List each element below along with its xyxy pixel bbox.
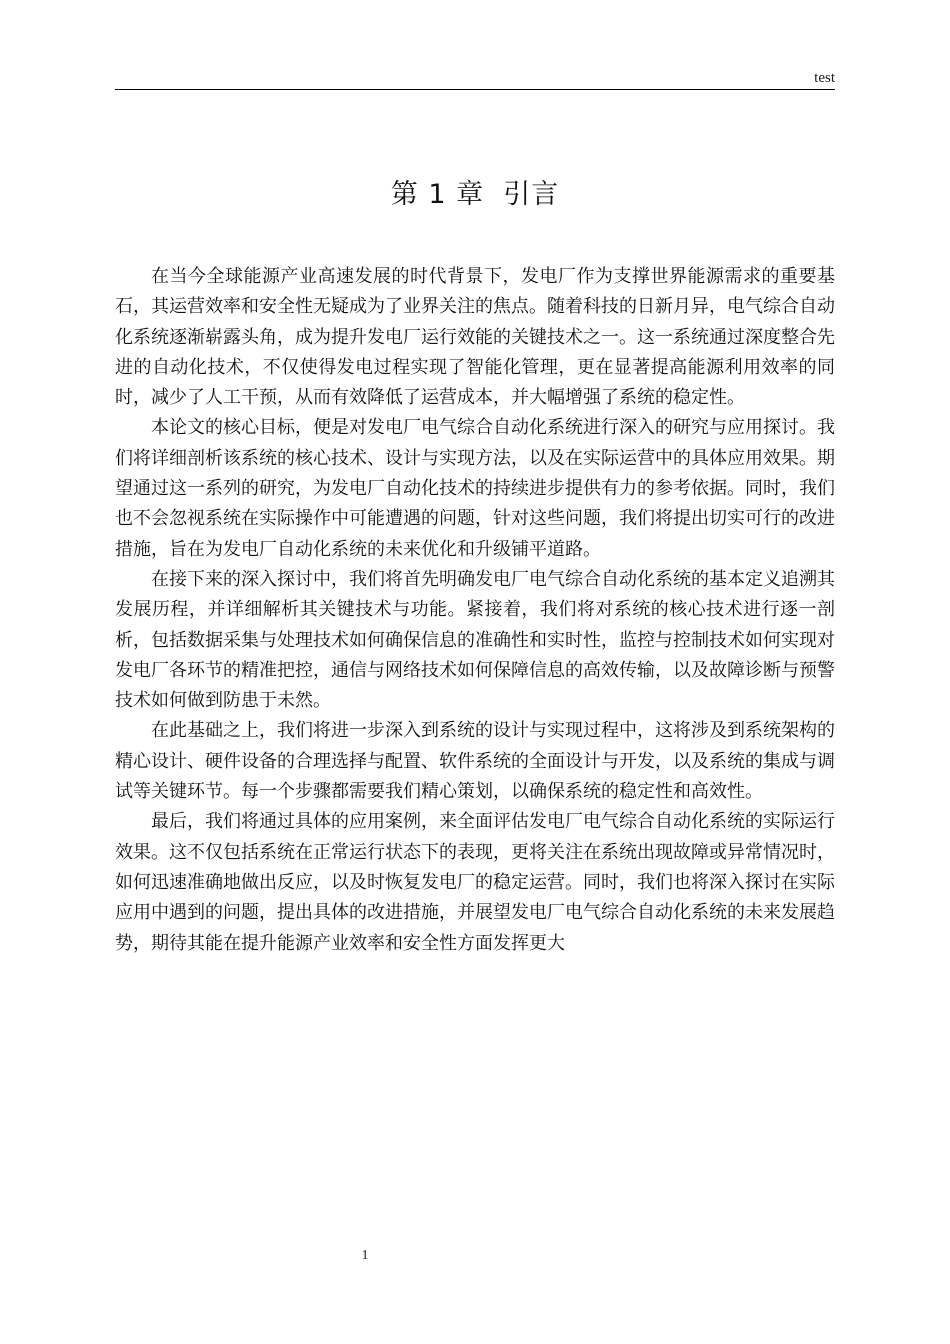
paragraph-4: 在此基础之上，我们将进一步深入到系统的设计与实现过程中，这将涉及到系统架构的精心设计、硬件设备的合理选择与配置、软件系统的全面设计与开发，以及系统的集成与调试等关键环节。每一个步骤都需要我们精心策划，以确保系统的稳定性和高效性。	[115, 720, 835, 803]
body-text	[115, 262, 835, 959]
paragraph-5: 最后，我们将通过具体的应用案例，来全面评估发电厂电气综合自动化系统的实际运行效果。这不仅包括系统在正常运行状态下的表现，更将关注在系统出现故障或异常情况时，如何迅速准确地做出反应，以及时恢复发电厂的稳定运营。同时，我们也将深入探讨在实际应用中遇到的问题，提出具体的改进措施，并展望发电厂电气综合自动化系统的未来发展趋势，期待其能在提升能源产业效率和安全性方面发挥更大	[115, 811, 835, 954]
header-divider	[115, 89, 835, 90]
running-header: test	[814, 70, 835, 86]
paragraph-1: 在当今全球能源产业高速发展的时代背景下，发电厂作为支撑世界能源需求的重要基石，其运营效率和安全性无疑成为了业界关注的焦点。随着科技的日新月异，电气综合自动化系统逐渐崭露头角，成为提升发电厂运行效能的关键技术之一。这一系统通过深度整合先进的自动化技术，不仅使得发电过程实现了智能化管理，更在显著提高能源利用效率的同时，减少了人工干预，从而有效降低了运营成本，并大幅增强了系统的稳定性。	[115, 266, 835, 409]
paragraph-3: 在接下来的深入探讨中，我们将首先明确发电厂电气综合自动化系统的基本定义追溯其发展历程，并详细解析其关键技术与功能。紧接着，我们将对系统的核心技术进行逐一剖析，包括数据采集与处理技术如何确保信息的准确性和实时性，监控与控制技术如何实现对发电厂各环节的精准把控，通信与网络技术如何保障信息的高效传输，以及故障诊断与预警技术如何做到防患于未然。	[115, 568, 835, 712]
paragraph-2: 本论文的核心目标，便是对发电厂电气综合自动化系统进行深入的研究与应用探讨。我们将详细剖析该系统的核心技术、设计与实现方法，以及在实际运营中的具体应用效果。期望通过这一系列的研究，为发电厂自动化技术的持续进步提供有力的参考依据。同时，我们也不会忽视系统在实际操作中可能遭遇的问题，针对这些问题，我们将提出切实可行的改进措施，旨在为发电厂自动化系统的未来优化和升级铺平道路。	[115, 417, 835, 560]
page-number: 1	[361, 1248, 369, 1263]
chapter-title: 第 1 章 引言	[390, 179, 560, 210]
